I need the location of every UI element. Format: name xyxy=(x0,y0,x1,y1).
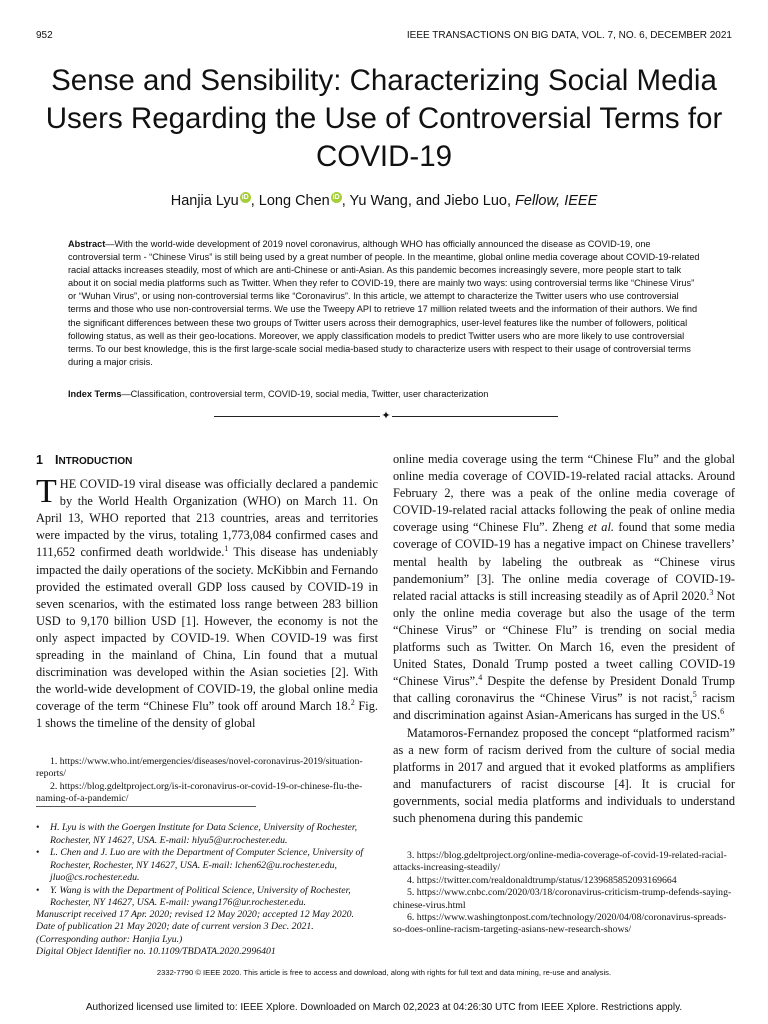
doi[interactable]: Digital Object Identifier no. 10.1109/TBDATA.2020.2996401 xyxy=(36,946,276,958)
index-terms-text: —Classification, controversial term, COVID-19, social media, Twitter, user characterization xyxy=(121,389,489,399)
paragraph-text: Fig. 1 shows the timeline of the density of global xyxy=(36,699,378,731)
footnotes-left xyxy=(36,756,378,806)
paragraph-text: found that some media coverage of COVID-19 has a negative impact on Chinese travellers’ mental health by labeling the outbreak as “Chinese virus pandemonium” [3]. The online media coverage of COVID-19-related racial attacks is still increasing steadily as of April 2020. xyxy=(393,520,735,603)
paragraph-continued xyxy=(393,451,735,725)
footnote[interactable]: 4. https://twitter.com/realdonaldtrump/status/1239685852093169664 xyxy=(407,874,677,886)
manuscript-info xyxy=(36,909,378,959)
paragraph-text: Despite the defense by President Donald Trump that calling coronavirus the “Chinese Virus” is not racist, xyxy=(393,674,735,706)
footnotes-right xyxy=(393,850,735,937)
footnote[interactable]: 3. https://blog.gdeltproject.org/online-media-coverage-of-covid-19-related-racial-attacks-increasing-steadily/ xyxy=(393,850,727,874)
abstract-text: —With the world-wide development of 2019 novel coronavirus, although WHO has officially announced the disease as COVID-19, one controversial term - “Chinese Virus” is still being used by a great number of people. In the meantime, global online media coverage about COVID-19-related racial attacks increases steadily, most of which are anti-Chinese or anti-Asian. As this pandemic becomes increasingly severe, more people start to talk about it on social media platforms such as Twitter. When they refer to COVID-19, there are mainly two ways: using controversial terms like “Chinese Virus” or “Wuhan Virus”, or using non-controversial terms like “Coronavirus”. In this article, we attempt to characterize the Twitter users who use controversial terms and those who use non-controversial terms. We use the Tweepy API to retrieve 17 million related tweets and the information of their authors. We find the significant differences between these two groups of Twitter users across their demographics, user-level features like the number of followers, political following status, as well as their geo-locations. Moreover, we apply classification models to predict Twitter users who are more likely to use controversial terms. To our best knowledge, this is the first large-scale social media-based study to characterize users with respect to their usage of controversial terms during a major crisis. xyxy=(68,239,700,367)
license-notice: Authorized licensed use limited to: IEEE Xplore. Downloaded on March 02,2023 at 04:26:30 UTC from IEEE Xplore. Restrictions apply. xyxy=(85,1002,683,1013)
author-name: Hanjia Lyu xyxy=(170,192,239,209)
author-list xyxy=(36,192,732,209)
paper-title: Sense and Sensibility: Characterizing Social Media Users Regarding the Use of Controversial Terms for COVID-19 xyxy=(45,64,723,173)
footnote-ref[interactable]: 5 xyxy=(692,690,697,700)
abstract-label: Abstract xyxy=(68,239,106,249)
body-column-left xyxy=(36,452,378,733)
body-column-right xyxy=(393,451,735,827)
journal-header: IEEE TRANSACTIONS ON BIG DATA, VOL. 7, NO. 6, DECEMBER 2021 xyxy=(406,30,732,41)
publication-dates: Date of publication 21 May 2020; date of current version 3 Dec. 2021. xyxy=(36,921,314,933)
footnote-ref[interactable]: 2 xyxy=(350,698,355,708)
paragraph: Matamoros-Fernandez proposed the concept “platformed racism” as a new form of racism derived from the culture of social media platforms in 2017 and argued that it evoked platforms as amplifiers and manufacturers of racist discourse [4]. It is crucial for governments, social media platforms and individuals to understand such phenomena during this pandemic xyxy=(393,725,735,825)
divider-ornament-icon: ✦ xyxy=(381,410,391,422)
index-terms xyxy=(68,389,704,399)
footnote[interactable]: 5. https://www.cnbc.com/2020/03/18/coronavirus-criticism-trump-defends-saying-chinese-virus.html xyxy=(393,887,732,911)
copyright-notice: 2332-7790 © IEEE 2020. This article is free to access and download, along with rights for full text and data mining, re-use and analysis. xyxy=(156,968,612,977)
footnote[interactable]: 6. https://www.washingtonpost.com/technology/2020/04/08/coronavirus-spreads-so-does-online-racism-targeting-asians-new-research-shows/ xyxy=(393,912,727,936)
lead-in: HE xyxy=(59,477,77,492)
footnote-divider xyxy=(36,806,256,807)
et-al: et al. xyxy=(587,520,614,535)
paragraph-text: racism and discrimination against Asian-Americans has surged in the US. xyxy=(393,691,735,723)
page-number: 952 xyxy=(36,30,53,41)
affiliations xyxy=(36,822,378,910)
paragraph-text: COVID-19 viral disease was officially declared a pandemic by the World Health Organization (WHO) on March 11. On April 13, WHO reported that 213 countries, areas and territories were impacted by the virus, totaling 1,773,084 confirmed cases and 111,652 confirmed death worldwide. xyxy=(36,477,378,560)
drop-cap: T xyxy=(36,473,57,511)
section-heading xyxy=(36,452,378,470)
author-separator: , xyxy=(250,192,259,209)
section-title-initial: I xyxy=(54,453,59,467)
corresponding-author: (Corresponding author: Hanjia Lyu.) xyxy=(36,933,183,945)
section-number: 1 xyxy=(36,453,43,467)
footnote[interactable]: 1. https://www.who.int/emergencies/diseases/novel-coronavirus-2019/situation-reports/ xyxy=(36,756,363,780)
affiliation-item: • H. Lyu is with the Goergen Institute for Data Science, University of Rochester, Rochester, NY 14627, USA. E-mail: hlyu5@ur.rochester.edu. xyxy=(36,822,378,847)
footnote-ref[interactable]: 4 xyxy=(478,673,483,683)
author-fellow: Fellow, IEEE xyxy=(515,192,598,209)
footnote-ref[interactable]: 1 xyxy=(224,544,229,554)
paragraph-text: online media coverage using the term “Chinese Flu” and the global online media coverage of COVID-19-related racial attacks. Around February 2, there was a peak of the online media coverage of COVID-19-related racial attacks following the peak of online media coverage using “Chinese Flu”. Zheng xyxy=(393,452,735,535)
footnote-ref[interactable]: 3 xyxy=(709,587,714,597)
paragraph-text: This disease has undeniably impacted the daily operations of the society. McKibbin and Fernando provided the estimated overall GDP loss caused by COVID-19 in seven scenarios, with the estimated loss range between 283 billion USD to 9,170 billion USD [1]. However, the economy is not the only aspect impacted by COVID-19. When COVID-19 was first spreading in the mainland of China, Lin found that a mutual discrimination was developed within the Asian societies [2]. With the world-wide development of COVID-19, the global online media coverage of the term “Chinese Flu” took off around March 18. xyxy=(36,545,379,714)
affiliation-item: • L. Chen and J. Luo are with the Department of Computer Science, University of Rochester, Rochester, NY 14627, USA. E-mail: lchen62@u.rochester.edu, jluo@cs.rochester.edu. xyxy=(36,847,378,885)
footnote-ref[interactable]: 6 xyxy=(720,707,725,717)
index-terms-label: Index Terms xyxy=(68,389,122,399)
manuscript-dates: Manuscript received 17 Apr. 2020; revised 12 May 2020; accepted 12 May 2020. xyxy=(36,909,354,920)
paragraph-text: Not only the online media coverage but also the usage of the term “Chinese Virus” or “Chinese Flu” is trending on social media platforms such as Twitter. On March 16, even the president of United States, Donald Trump posted a tweet calling COVID-19 “Chinese Virus”. xyxy=(393,588,735,689)
paragraph xyxy=(36,473,379,732)
affiliation-item: • Y. Wang is with the Department of Political Science, University of Rochester, Rochester, NY 14627, USA. E-mail: ywang176@ur.rochester.edu. xyxy=(36,885,378,910)
orcid-icon[interactable]: iD xyxy=(332,194,340,201)
orcid-icon[interactable]: iD xyxy=(241,194,249,201)
author-separator: , Yu Wang, and Jiebo Luo, xyxy=(341,192,516,209)
section-title-rest: NTRODUCTION xyxy=(58,456,133,467)
abstract xyxy=(68,238,704,369)
author-name: Long Chen xyxy=(258,192,330,209)
footnote[interactable]: 2. https://blog.gdeltproject.org/is-it-coronavirus-or-covid-19-or-chinese-flu-the-naming-of-a-pandemic/ xyxy=(36,780,363,805)
